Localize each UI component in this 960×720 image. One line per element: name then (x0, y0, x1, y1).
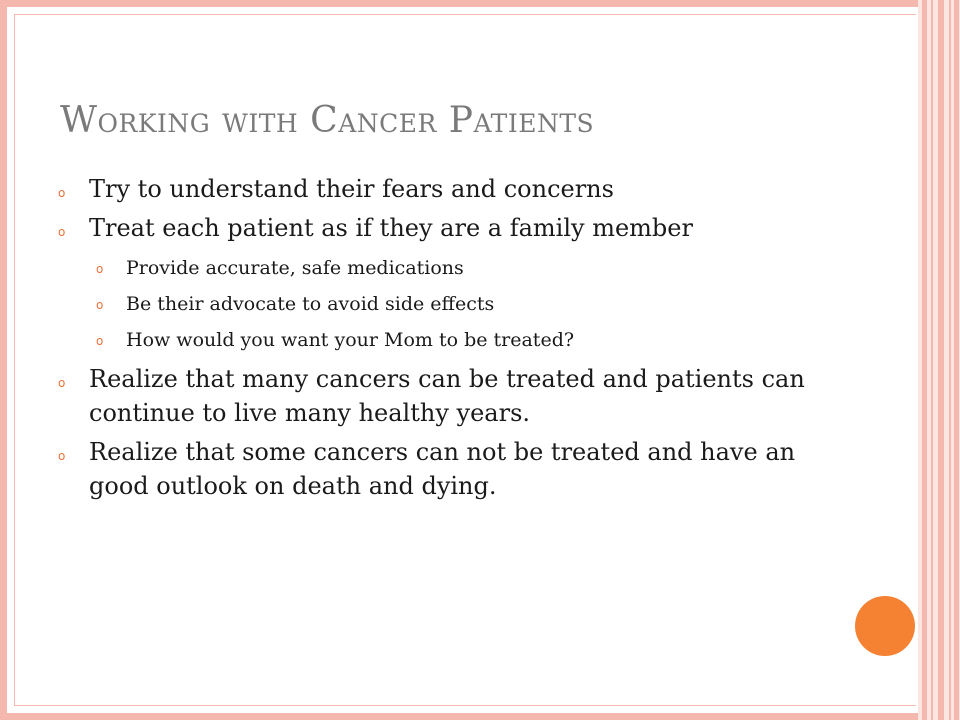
bullet-icon: o (58, 225, 66, 239)
bullet-text: Realize that many cancers can be treated and patients can continue to live many healthy years. (89, 365, 805, 427)
sub-bullet-text: How would you want your Mom to be treated? (126, 329, 575, 351)
bullet-icon: o (58, 186, 66, 200)
sub-bullet-item (58, 326, 838, 354)
sub-bullet-item (58, 290, 838, 318)
bullet-icon: o (96, 298, 104, 312)
bullet-item (58, 211, 838, 245)
sub-bullet-text: Be their advocate to avoid side effects (126, 293, 495, 315)
sub-bullet-list (58, 254, 838, 354)
slide-title: Working with Cancer Patients (60, 100, 595, 141)
decorative-stripes (918, 0, 960, 720)
bullet-text: Try to understand their fears and concerns (89, 175, 614, 203)
bullet-text: Realize that some cancers can not be treated and have an good outlook on death and dying. (89, 438, 796, 500)
sub-bullet-text: Provide accurate, safe medications (126, 257, 464, 279)
sub-bullet-item (58, 254, 838, 282)
bullet-icon: o (96, 262, 104, 276)
bullet-text: Treat each patient as if they are a family member (89, 214, 693, 242)
bullet-item (58, 435, 838, 503)
bullet-item (58, 172, 838, 206)
bullet-item (58, 362, 838, 430)
bullet-icon: o (58, 376, 66, 390)
decorative-circle (855, 596, 915, 656)
bullet-icon: o (58, 449, 66, 463)
bullet-list (58, 172, 838, 508)
bullet-icon: o (96, 334, 104, 348)
